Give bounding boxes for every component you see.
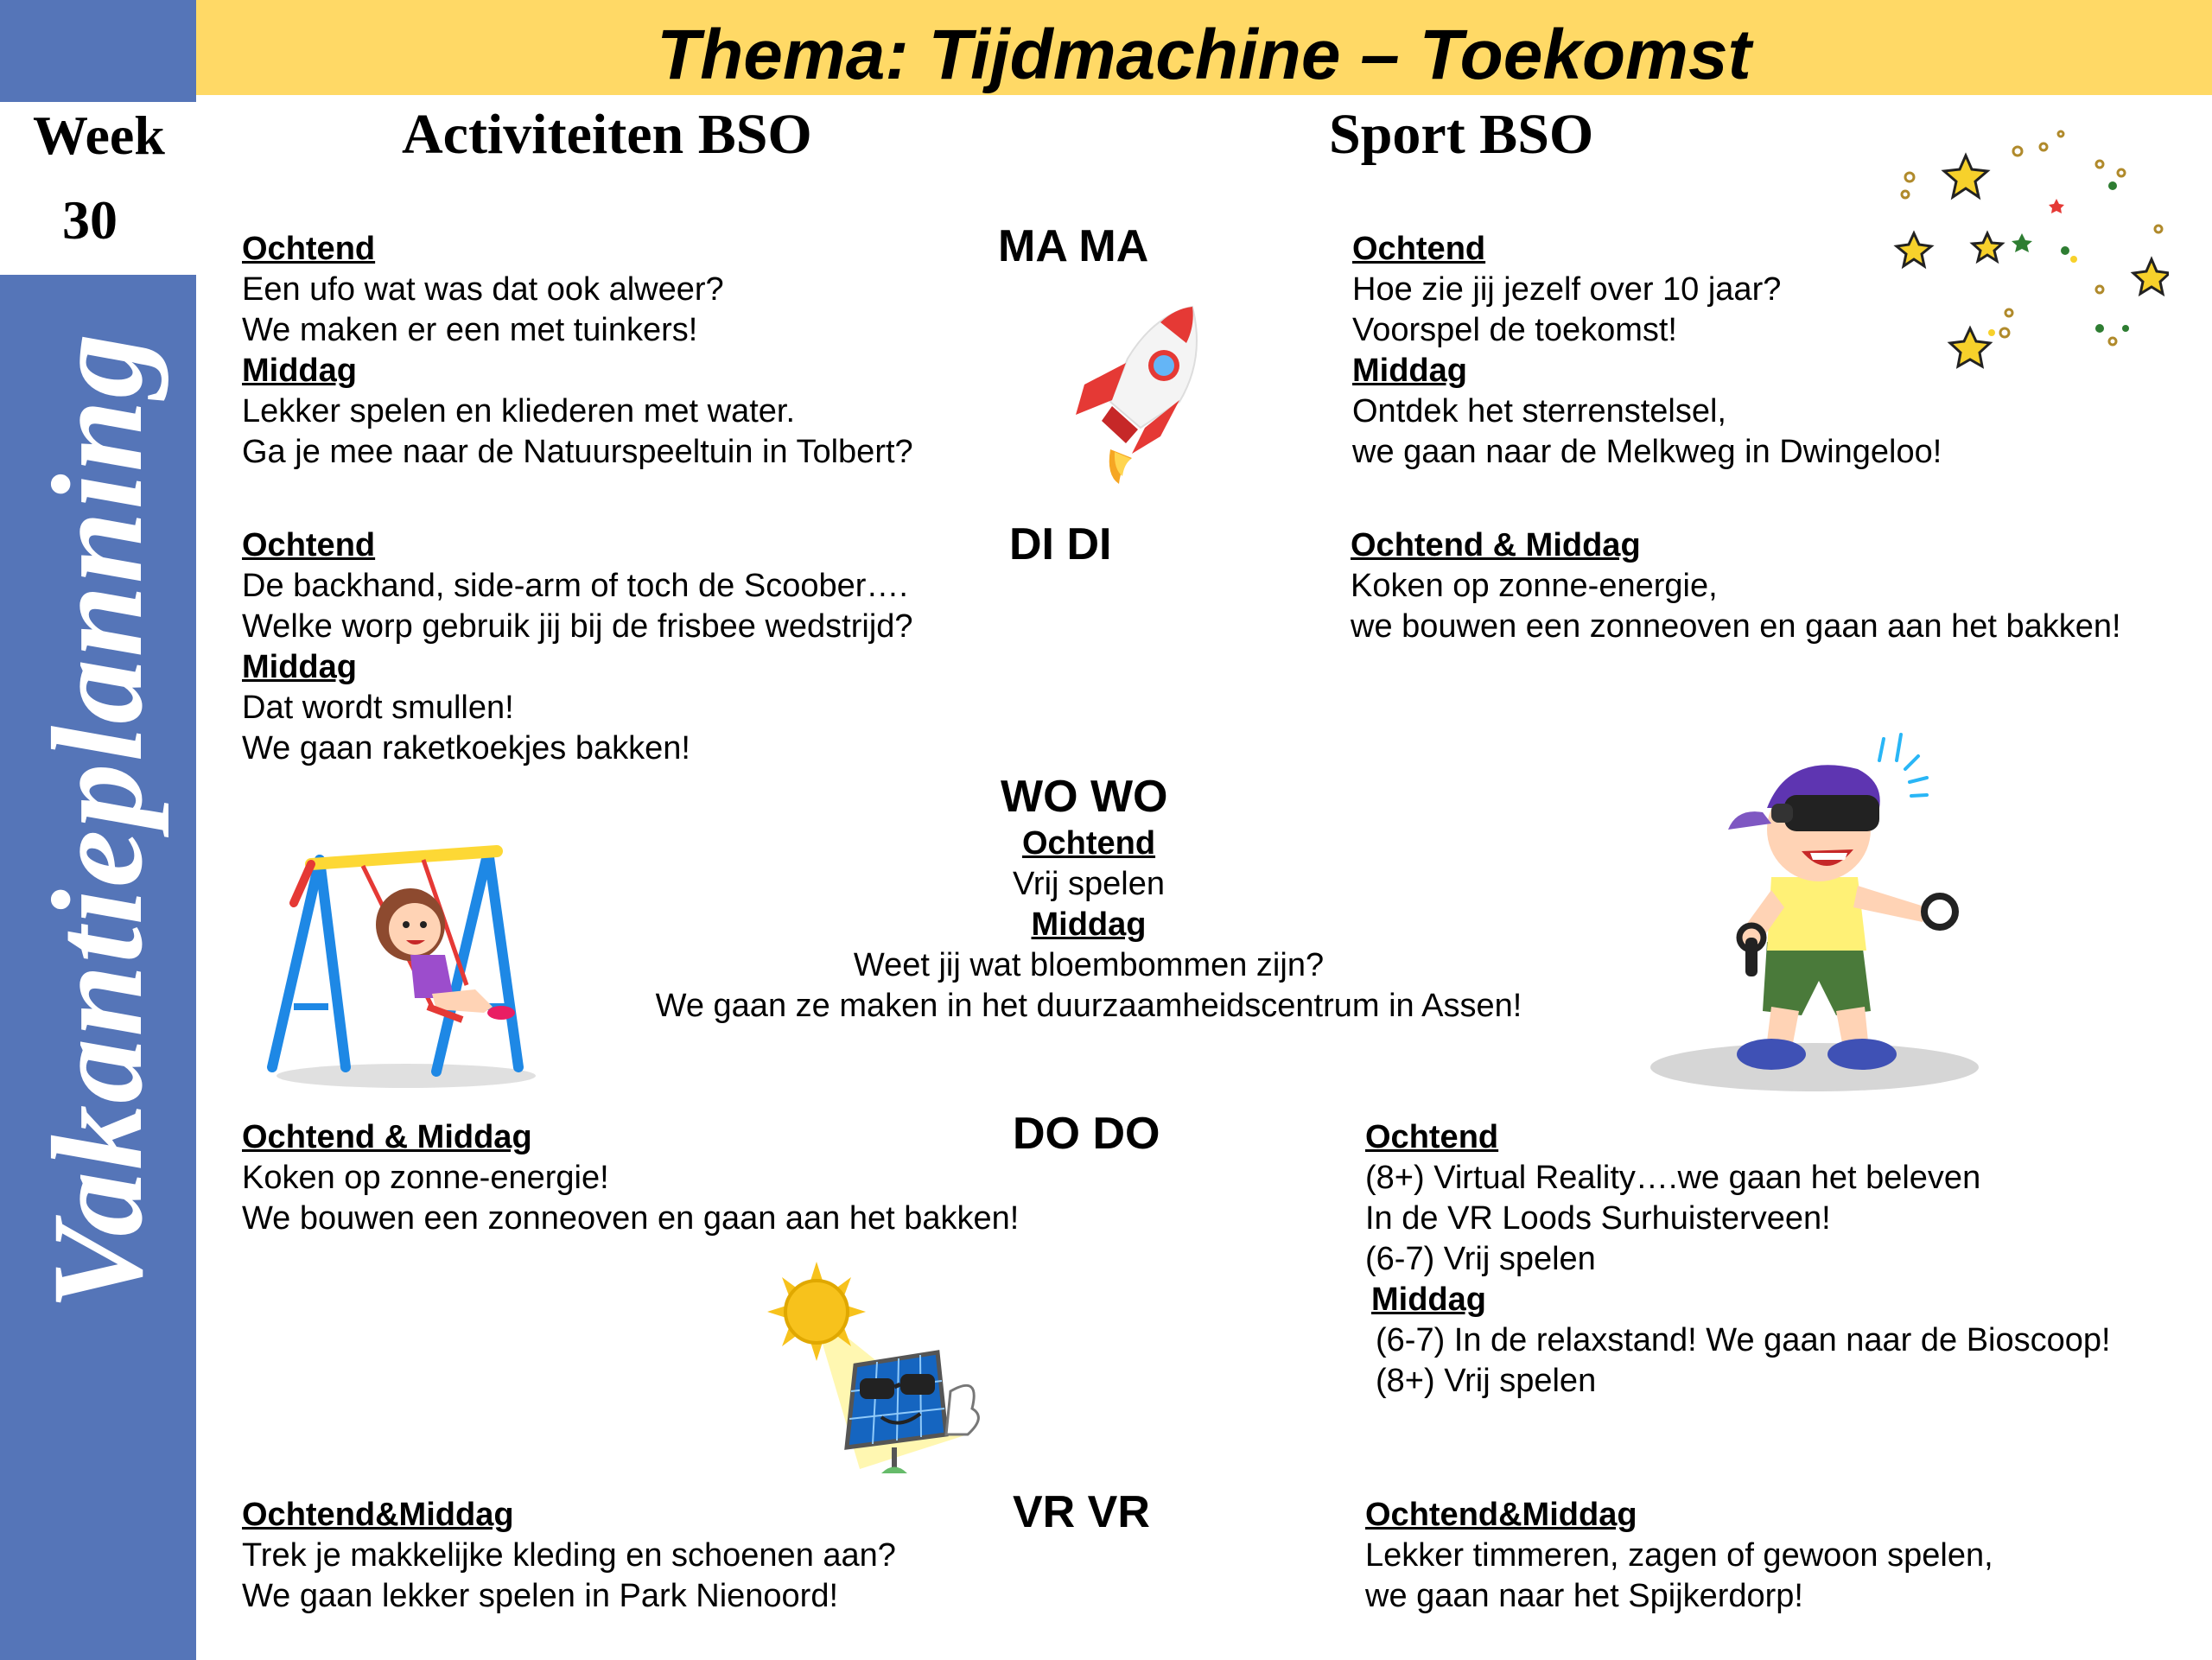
ma-left-ochtend-line-2: We maken er een met tuinkers!: [242, 312, 698, 348]
wo-ochtend-line-1: Vrij spelen: [1012, 866, 1165, 902]
vr-left-label: Ochtend&Middag: [242, 1497, 514, 1533]
ma-left-block: [242, 229, 913, 473]
page-title: Thema: Tijdmachine – Toekomst: [657, 16, 1751, 94]
do-left-label: Ochtend & Middag: [242, 1119, 532, 1155]
rocket-icon: [1058, 298, 1214, 488]
week-label: Week: [33, 105, 165, 166]
vr-right-line-1: Lekker timmeren, zagen of gewoon spelen,: [1365, 1537, 1993, 1574]
day-label-wo: WO WO: [1001, 772, 1168, 822]
wo-block: [570, 824, 1607, 1027]
day-label-do: DO DO: [1013, 1109, 1160, 1159]
di-left-block: [242, 525, 913, 769]
do-right-ochtend-line-1: (8+) Virtual Reality….we gaan het beleven: [1365, 1160, 1981, 1196]
do-left-block: [242, 1117, 1019, 1239]
ma-left-middag-line-2: Ga je mee naar de Natuurspeeltuin in Tolbert?: [242, 434, 913, 470]
ma-right-ochtend-line-2: Voorspel de toekomst!: [1352, 312, 1677, 348]
di-right-line-2: we bouwen een zonneoven en gaan aan het bakken!: [1351, 608, 2121, 645]
stars-icon: [1892, 121, 2169, 372]
di-left-ochtend-label: Ochtend: [242, 527, 376, 563]
ma-left-ochtend-line-1: Een ufo wat was dat ook alweer?: [242, 271, 724, 308]
ma-right-middag-line-2: we gaan naar de Melkweg in Dwingeloo!: [1352, 434, 1942, 470]
di-left-ochtend-line-1: De backhand, side-arm of toch de Scoober….: [242, 568, 908, 604]
wo-ochtend-label: Ochtend: [1021, 825, 1156, 862]
wo-middag-line-1: Weet jij wat bloembommen zijn?: [853, 947, 1325, 983]
ma-left-ochtend-label: Ochtend: [242, 231, 376, 267]
vr-right-label: Ochtend&Middag: [1365, 1497, 1637, 1533]
do-right-middag-line-2: (8+) Vrij spelen: [1376, 1363, 1597, 1399]
right-column-title: Sport BSO: [1329, 103, 1594, 166]
di-right-label: Ochtend & Middag: [1351, 527, 1641, 563]
sidebar-title: Vakantieplanning: [26, 331, 169, 1311]
swing-girl-icon: [259, 812, 570, 1097]
left-column-title: Activiteiten BSO: [402, 103, 812, 166]
do-right-ochtend-label: Ochtend: [1365, 1119, 1499, 1155]
vr-boy-icon: [1642, 722, 1987, 1093]
ma-left-middag-line-1: Lekker spelen en kliederen met water.: [242, 393, 796, 429]
wo-middag-line-2: We gaan ze maken in het duurzaamheidscentrum in Assen!: [655, 988, 1522, 1024]
ma-right-block: [1352, 229, 1942, 473]
ma-right-middag-label: Middag: [1352, 353, 1467, 389]
vr-right-line-2: we gaan naar het Spijkerdorp!: [1365, 1578, 1803, 1614]
do-right-block: [1365, 1117, 2111, 1402]
vr-right-block: [1365, 1495, 1993, 1617]
di-right-line-1: Koken op zonne-energie,: [1351, 568, 1718, 604]
do-left-line-2: We bouwen een zonneoven en gaan aan het bakken!: [242, 1200, 1020, 1237]
vr-left-block: [242, 1495, 896, 1617]
do-left-line-1: Koken op zonne-energie!: [242, 1160, 609, 1196]
di-left-middag-label: Middag: [242, 649, 357, 685]
do-right-ochtend-line-3: (6-7) Vrij spelen: [1365, 1241, 1596, 1277]
wo-middag-label: Middag: [1031, 906, 1147, 943]
ma-right-middag-line-1: Ontdek het sterrenstelsel,: [1352, 393, 1726, 429]
do-right-middag-label: Middag: [1371, 1282, 1486, 1318]
do-right-ochtend-line-2: In de VR Loods Surhuisterveen!: [1365, 1200, 1831, 1237]
di-left-ochtend-line-2: Welke worp gebruik jij bij de frisbee wedstrijd?: [242, 608, 913, 645]
di-left-middag-line-2: We gaan raketkoekjes bakken!: [242, 730, 690, 766]
day-label-ma: MA MA: [998, 221, 1149, 271]
week-number: 30: [62, 189, 118, 251]
solar-sun-icon: [760, 1262, 1011, 1486]
vr-left-line-1: Trek je makkelijke kleding en schoenen aan?: [242, 1537, 896, 1574]
ma-left-middag-label: Middag: [242, 353, 357, 389]
do-right-middag-line-1: (6-7) In de relaxstand! We gaan naar de Bioscoop!: [1376, 1322, 2111, 1358]
ma-right-ochtend-line-1: Hoe zie jij jezelf over 10 jaar?: [1352, 271, 1782, 308]
di-left-middag-line-1: Dat wordt smullen!: [242, 690, 514, 726]
di-right-block: [1351, 525, 2121, 647]
ma-right-ochtend-label: Ochtend: [1352, 231, 1486, 267]
day-label-di: DI DI: [1009, 519, 1112, 569]
day-label-vr: VR VR: [1013, 1487, 1150, 1537]
vr-left-line-2: We gaan lekker spelen in Park Nienoord!: [242, 1578, 839, 1614]
